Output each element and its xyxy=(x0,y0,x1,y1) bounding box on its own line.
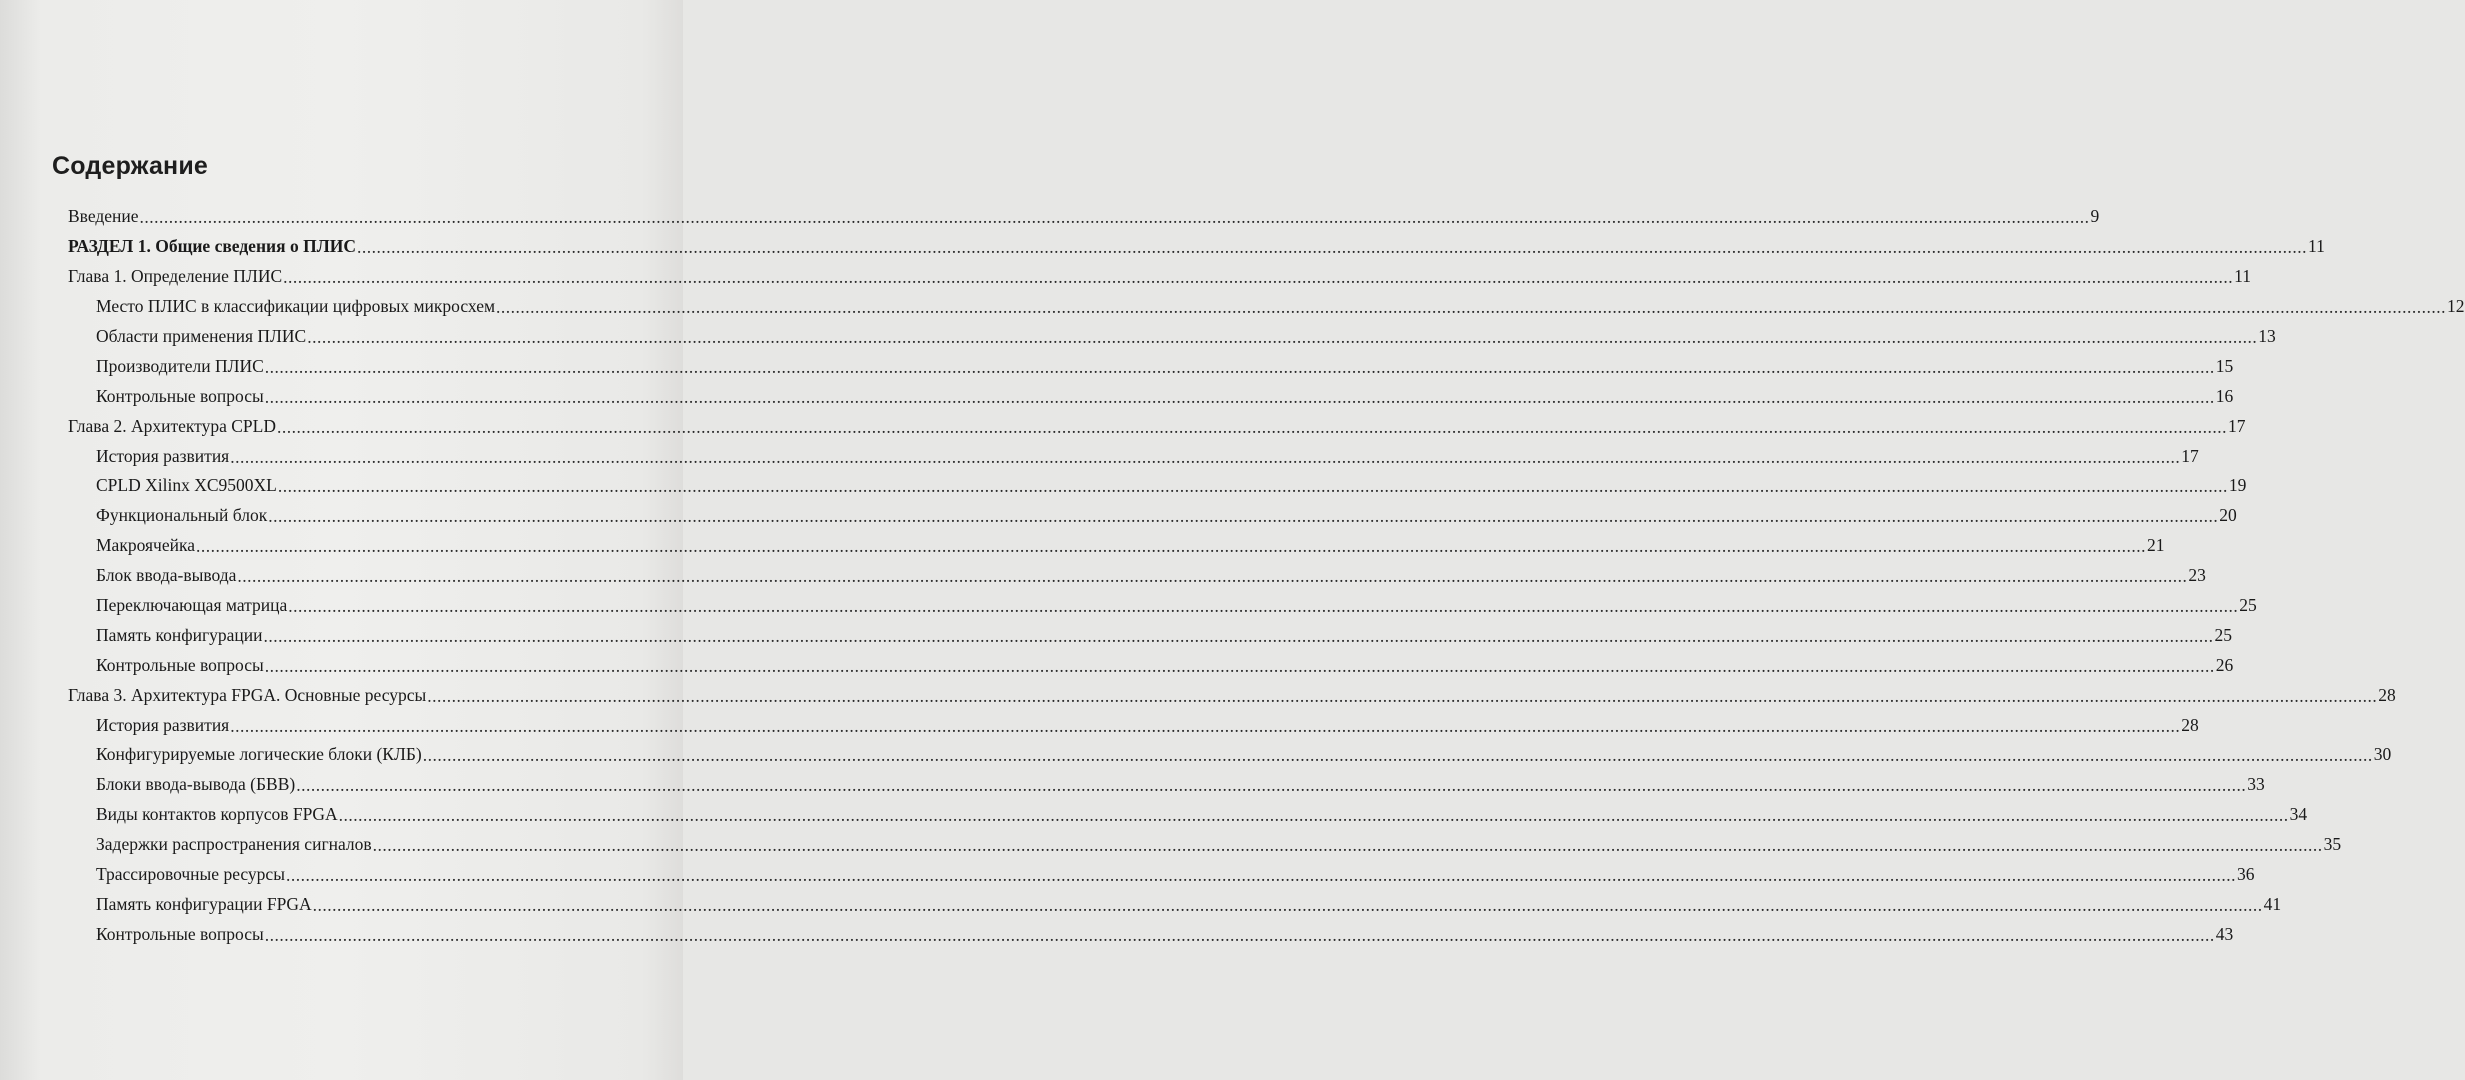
dot-leader: ................................................................................................................................................................................................................................................................................................................................................................................................................ xyxy=(263,625,2214,646)
toc-entry-page-number: 34 xyxy=(2289,804,2308,825)
toc-entry-page-number: 11 xyxy=(2234,266,2251,287)
toc-entry-page-number: 28 xyxy=(2181,714,2199,735)
toc-entry-page-number: 30 xyxy=(2373,744,2392,765)
toc-entry-page-number: 20 xyxy=(2219,505,2237,526)
page-title: Содержание xyxy=(52,152,209,180)
dot-leader: ................................................................................................................................................................................................................................................................................................................................................................................................................ xyxy=(296,775,2247,796)
toc-entry-page-number: 17 xyxy=(2227,415,2246,436)
toc-entry xyxy=(68,202,2100,232)
toc-entry-label: Блоки ввода-вывода (БВВ) xyxy=(96,774,296,795)
dot-leader: ................................................................................................................................................................................................................................................................................................................................................................................................................ xyxy=(264,386,2215,407)
dot-leader: ................................................................................................................................................................................................................................................................................................................................................................................................................ xyxy=(268,506,2219,527)
toc-entry-label: Контрольные вопросы xyxy=(96,923,264,944)
toc-entry xyxy=(96,860,2255,890)
toc-entry xyxy=(96,322,2276,352)
toc-entry-label: Переключающая матрица xyxy=(96,595,288,616)
toc-entry-page-number: 43 xyxy=(2215,923,2234,944)
toc-entry xyxy=(96,591,2257,621)
toc-entry-page-number: 15 xyxy=(2215,355,2234,376)
toc-entry xyxy=(96,710,2199,740)
toc-entry xyxy=(96,620,2233,650)
dot-leader: ................................................................................................................................................................................................................................................................................................................................................................................................................ xyxy=(230,446,2181,467)
toc-entry-page-number: 26 xyxy=(2215,654,2234,675)
dot-leader: ................................................................................................................................................................................................................................................................................................................................................................................................................ xyxy=(283,267,2234,288)
toc-entry-label: РАЗДЕЛ 1. Общие сведения о ПЛИС xyxy=(68,236,356,257)
toc-entry-page-number: 16 xyxy=(2215,385,2234,406)
toc-entry xyxy=(68,411,2246,441)
toc-entry xyxy=(96,381,2234,411)
toc-entry-label: Производители ПЛИС xyxy=(96,355,264,376)
toc-entry-page-number: 23 xyxy=(2188,565,2206,586)
toc-entry xyxy=(96,650,2234,680)
toc-entry xyxy=(68,262,2251,292)
toc-entry xyxy=(96,800,2308,830)
toc-entry xyxy=(96,561,2206,591)
toc-entry xyxy=(68,680,2396,710)
toc-entry-label: История развития xyxy=(96,714,230,735)
toc-entry xyxy=(96,740,2392,770)
toc-entry-label: Макроячейка xyxy=(96,535,195,556)
toc-entry-page-number: 28 xyxy=(2378,684,2396,705)
toc-entry-page-number: 36 xyxy=(2236,864,2255,885)
dot-leader: ................................................................................................................................................................................................................................................................................................................................................................................................................ xyxy=(496,297,2447,318)
toc-entry-label: Глава 1. Определение ПЛИС xyxy=(68,266,283,287)
dot-leader: ................................................................................................................................................................................................................................................................................................................................................................................................................ xyxy=(277,476,2228,497)
toc-entry xyxy=(96,471,2247,501)
toc-entry-page-number: 25 xyxy=(2239,595,2257,616)
toc-entry xyxy=(96,830,2342,860)
toc-entry-page-number: 17 xyxy=(2181,445,2199,466)
toc-entry xyxy=(96,351,2234,381)
dot-leader: ................................................................................................................................................................................................................................................................................................................................................................................................................ xyxy=(264,924,2215,945)
dot-leader: ................................................................................................................................................................................................................................................................................................................................................................................................................ xyxy=(230,715,2181,736)
toc-entry-page-number: 35 xyxy=(2323,834,2342,855)
toc-entry-label: Контрольные вопросы xyxy=(96,654,264,675)
dot-leader: ................................................................................................................................................................................................................................................................................................................................................................................................................ xyxy=(139,207,2090,228)
dot-leader: ................................................................................................................................................................................................................................................................................................................................................................................................................ xyxy=(264,655,2215,676)
toc-entry-label: Конфигурируемые логические блоки (КЛБ) xyxy=(96,744,422,765)
toc-entry-label: Контрольные вопросы xyxy=(96,385,264,406)
toc-entry-label: CPLD Xilinx XC9500XL xyxy=(96,475,277,496)
toc-entry-page-number: 41 xyxy=(2263,893,2282,914)
toc-entry-label: Функциональный блок xyxy=(96,505,268,526)
dot-leader: ................................................................................................................................................................................................................................................................................................................................................................................................................ xyxy=(237,566,2188,587)
dot-leader: ................................................................................................................................................................................................................................................................................................................................................................................................................ xyxy=(264,356,2215,377)
dot-leader: ................................................................................................................................................................................................................................................................................................................................................................................................................ xyxy=(195,536,2146,557)
toc-entry-label: Трассировочные ресурсы xyxy=(96,864,285,885)
toc-entry xyxy=(96,919,2234,949)
dot-leader: ................................................................................................................................................................................................................................................................................................................................................................................................................ xyxy=(276,416,2227,437)
toc-entry-page-number: 9 xyxy=(2090,206,2100,227)
toc-entry xyxy=(96,770,2265,800)
toc-entry xyxy=(96,292,2465,322)
dot-leader: ................................................................................................................................................................................................................................................................................................................................................................................................................ xyxy=(372,835,2323,856)
toc-entry-label: Области применения ПЛИС xyxy=(96,326,307,346)
toc-entry-label: История развития xyxy=(96,445,230,466)
dot-leader: ................................................................................................................................................................................................................................................................................................................................................................................................................ xyxy=(285,865,2236,886)
toc-entry-label: Виды контактов корпусов FPGA xyxy=(96,804,338,825)
toc-entry-page-number: 12 xyxy=(2447,296,2465,317)
toc-entry-label: Место ПЛИС в классификации цифровых микросхем xyxy=(96,296,496,317)
toc-entry-page-number: 21 xyxy=(2146,535,2165,556)
dot-leader: ................................................................................................................................................................................................................................................................................................................................................................................................................ xyxy=(357,237,2307,258)
table-of-contents xyxy=(0,202,2465,949)
dot-leader: ................................................................................................................................................................................................................................................................................................................................................................................................................ xyxy=(307,327,2258,347)
toc-entry-page-number: 19 xyxy=(2228,475,2247,496)
toc-entry xyxy=(96,441,2199,471)
dot-leader: ................................................................................................................................................................................................................................................................................................................................................................................................................ xyxy=(312,894,2263,915)
dot-leader: ................................................................................................................................................................................................................................................................................................................................................................................................................ xyxy=(422,745,2373,766)
toc-entry xyxy=(68,232,2325,262)
toc-entry xyxy=(96,889,2282,919)
toc-entry xyxy=(96,531,2165,561)
toc-entry-label: Блок ввода-вывода xyxy=(96,565,237,586)
toc-entry-label: Память конфигурации xyxy=(96,624,263,645)
dot-leader: ................................................................................................................................................................................................................................................................................................................................................................................................................ xyxy=(288,596,2239,617)
dot-leader: ................................................................................................................................................................................................................................................................................................................................................................................................................ xyxy=(427,685,2378,706)
toc-entry-page-number: 11 xyxy=(2308,236,2325,257)
toc-entry-label: Задержки распространения сигналов xyxy=(96,834,372,855)
toc-entry-page-number: 13 xyxy=(2258,326,2276,346)
toc-entry xyxy=(96,501,2237,531)
toc-entry-page-number: 33 xyxy=(2247,774,2265,795)
toc-entry-label: Глава 3. Архитектура FPGA. Основные ресурсы xyxy=(68,684,427,705)
dot-leader: ................................................................................................................................................................................................................................................................................................................................................................................................................ xyxy=(338,805,2289,826)
toc-entry-label: Память конфигурации FPGA xyxy=(96,893,312,914)
toc-entry-label: Глава 2. Архитектура CPLD xyxy=(68,415,276,436)
toc-entry-page-number: 25 xyxy=(2214,624,2233,645)
toc-entry-label: Введение xyxy=(68,206,139,227)
